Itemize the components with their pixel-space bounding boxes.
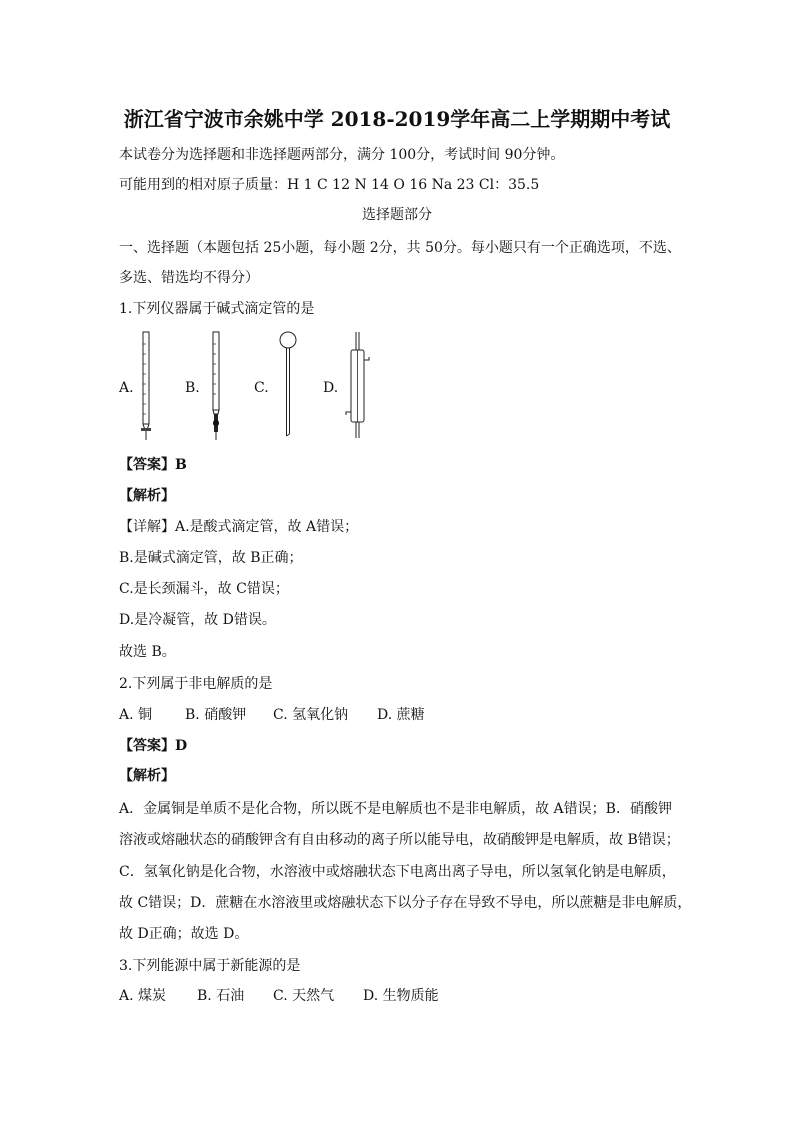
- q3-option-c: C. 天然气: [273, 988, 335, 1004]
- q1-analysis-line: B.是碱式滴定管，故 B正确；: [119, 550, 303, 566]
- q1-analysis-line: 【详解】A.是酸式滴定管，故 A错误；: [119, 519, 359, 535]
- page-title: 浙江省宁波市余姚中学 2018-2019学年高二上学期期中考试: [123, 107, 671, 131]
- q3-option-a: A. 煤炭: [119, 988, 167, 1004]
- q2-option-c: C. 氢氧化钠: [273, 707, 349, 723]
- q2-answer: 【答案】D: [119, 738, 188, 754]
- q1-option-label-b: B.: [185, 380, 200, 396]
- q3-stem: 3.下列能源中属于新能源的是: [119, 958, 301, 974]
- q2-option-d: D. 蔗糖: [377, 707, 425, 723]
- q2-options: [119, 705, 425, 725]
- long-neck-funnel-icon: [276, 330, 300, 442]
- q3-option-b: B. 石油: [197, 988, 245, 1004]
- q1-options-figure: [119, 330, 379, 445]
- instructions-line-1: 一、选择题（本题包括 25小题，每小题 2分，共 50分。每小题只有一个正确选项，不选、: [119, 240, 681, 256]
- q2-analysis-heading: 【解析】: [119, 768, 175, 784]
- q2-stem: 2.下列属于非电解质的是: [119, 676, 273, 692]
- intro-text: 本试卷分为选择题和非选择题两部分，满分 100分，考试时间 90分钟。: [119, 147, 565, 163]
- q2-analysis-line: A．金属铜是单质不是化合物，所以既不是电解质也不是非电解质，故 A错误；B．硝酸钾: [119, 801, 672, 817]
- q1-option-label-d: D.: [323, 380, 339, 396]
- q1-analysis-line: D.是冷凝管，故 D错误。: [119, 612, 276, 628]
- q1-analysis-line: 故选 B。: [119, 644, 176, 660]
- atomic-mass-text: 可能用到的相对原子质量：H 1 C 12 N 14 O 16 Na 23 Cl：35.5: [119, 177, 540, 193]
- q1-stem: 1.下列仪器属于碱式滴定管的是: [119, 301, 315, 317]
- q2-option-a: A. 铜: [119, 707, 153, 723]
- instructions-line-2: 多选、错选均不得分）: [119, 270, 259, 286]
- q2-option-b: B. 硝酸钾: [185, 707, 247, 723]
- q1-option-label-c: C.: [254, 380, 269, 396]
- q2-analysis-line: 故 C错误；D．蔗糖在水溶液里或熔融状态下以分子存在导致不导电，所以蔗糖是非电解质，: [119, 895, 692, 911]
- q1-analysis-heading: 【解析】: [119, 488, 175, 504]
- q3-option-d: D. 生物质能: [363, 988, 439, 1004]
- q1-analysis-line: C.是长颈漏斗，故 C错误；: [119, 581, 289, 597]
- q2-analysis-line: C．氢氧化钠是化合物，水溶液中或熔融状态下电离出离子导电，所以氢氧化钠是电解质，: [119, 864, 676, 880]
- base-burette-icon: [209, 330, 223, 442]
- section-title: 选择题部分: [362, 207, 432, 223]
- condenser-icon: [343, 330, 371, 442]
- q1-option-label-a: A.: [119, 380, 134, 396]
- q1-answer: 【答案】B: [119, 457, 187, 473]
- q2-analysis-line: 故 D正确；故选 D。: [119, 926, 249, 942]
- q2-analysis-line: 溶液或熔融状态的硝酸钾含有自由移动的离子所以能导电，故硝酸钾是电解质，故 B错误；: [119, 832, 680, 848]
- acid-burette-icon: [139, 330, 153, 442]
- q3-options: [119, 986, 439, 1006]
